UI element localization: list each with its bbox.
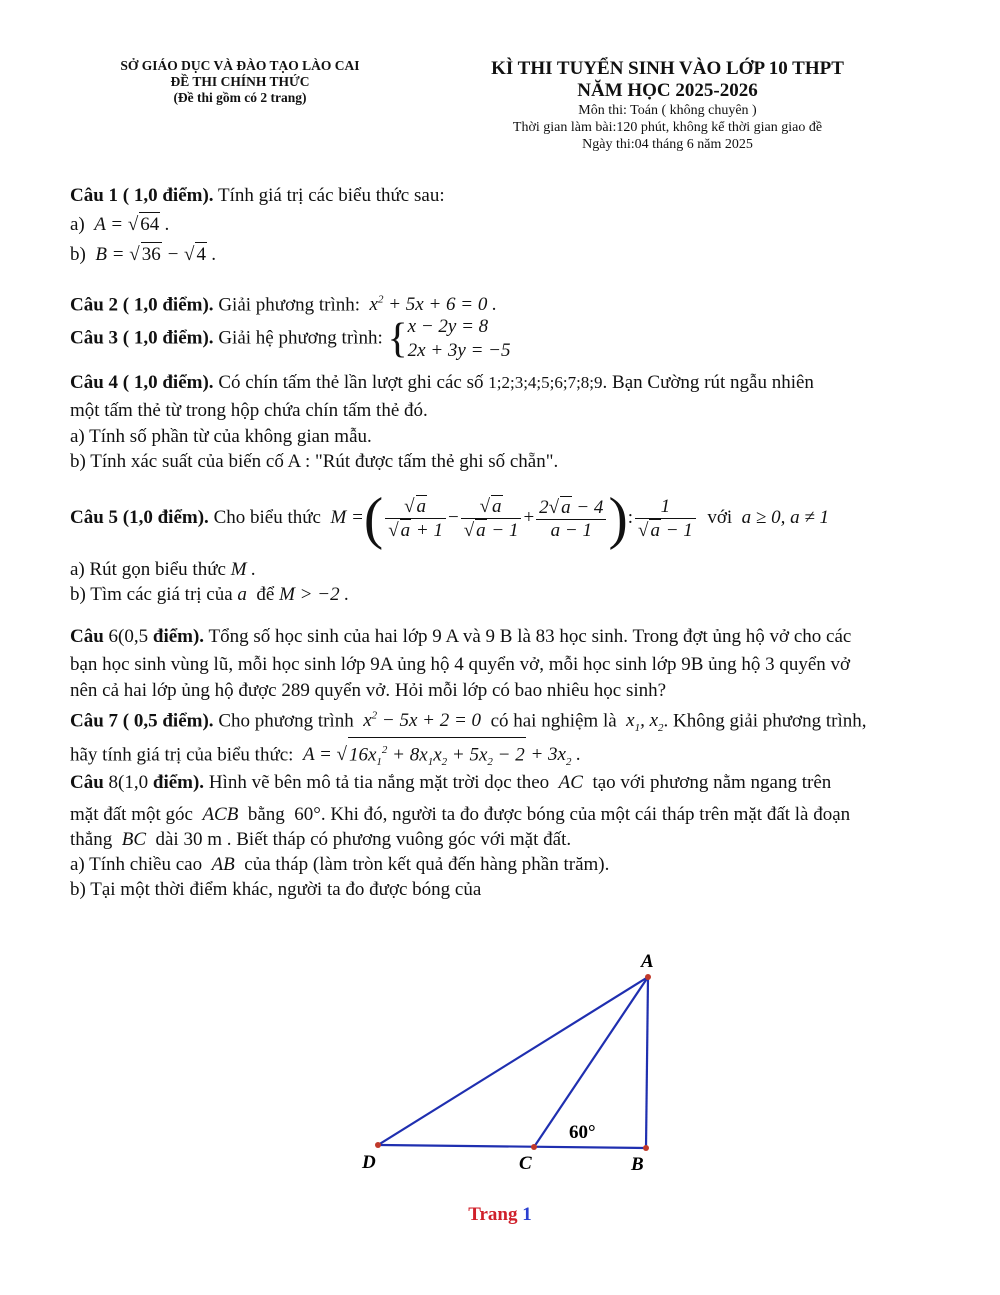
subject: Môn thi: Toán ( không chuyên ) <box>578 103 757 118</box>
line-DB <box>378 1145 646 1148</box>
q5-with: với <box>707 507 733 528</box>
department: SỞ GIÁO DỤC VÀ ĐÀO TẠO LÀO CAI <box>120 58 360 73</box>
q8-ab: AB <box>206 854 240 875</box>
q6-text1: Tổng số học sinh của hai lớp 9 A và 9 B là 83 học sinh. Trong đợt ủng hộ vở cho các <box>208 626 852 647</box>
q1a-formula: A = √ 64 . <box>89 214 170 235</box>
q5-expression: M = <box>325 507 364 528</box>
q8-text1b: tạo với phương nằm ngang trên <box>592 772 832 793</box>
q7-label: Câu 7 ( 0,5 điểm). <box>70 710 214 732</box>
q1b-formula: B = √ 36 − √ 4 . <box>90 244 217 265</box>
q2-label: Câu 2 ( 1,0 điểm). <box>70 294 214 316</box>
q8-label-pre: Câu <box>70 772 104 793</box>
q8-60: 60° <box>289 804 321 825</box>
q1-label: Câu 1 ( 1,0 điểm). <box>70 185 214 206</box>
label-D: D <box>362 1152 376 1173</box>
q4-label: Câu 4 ( 1,0 điểm). <box>70 372 214 393</box>
q5b-ineq: M > −2 . <box>274 584 350 605</box>
q8-text2a: mặt đất một góc <box>70 804 193 825</box>
q7-expression: A = √ $16x_1^2 + 8x_1x_2 + 5x_2 - 2 + 3x_2$ . <box>298 744 581 765</box>
q4-numbers: 1;2;3;4;5;6;7;8;9 <box>488 373 603 392</box>
angle-label: 60° <box>569 1122 596 1143</box>
point-A <box>645 974 651 980</box>
q3-system: x − 2y = 8 2x + 3y = −5 <box>407 316 511 361</box>
q8-ac: AC <box>553 772 588 793</box>
q5-text: Cho biểu thức <box>213 507 321 528</box>
q8-label-post: điểm). <box>152 772 205 793</box>
official-label: ĐỀ THI CHÍNH THỨC <box>170 74 310 89</box>
q5b-text: b) Tìm các giá trị của <box>70 584 233 605</box>
q8-acb: ACB <box>197 804 244 825</box>
q7-text3: . Không giải phương trình, <box>663 710 867 732</box>
point-B <box>643 1145 649 1151</box>
q5-line: Câu 5 (1,0 điểm). Cho biểu thức M =( $\frac{√ a}{√ a + 1}$ − $\frac{√ a}{√ a - 1}$ + $\frac{2√ a - 4}{a - 1}$ ): $\frac{1}{√ a - 1}$ với a ≥ 0, a ≠ 1 <box>70 485 829 551</box>
frac-2: $\frac{√ a}{√ a - 1}$ <box>461 495 522 542</box>
line-AB <box>646 977 648 1148</box>
q8-text3a: thẳng <box>70 829 113 850</box>
q5a-var: M . <box>225 559 257 580</box>
school-year: NĂM HỌC 2025-2026 <box>577 80 758 101</box>
duration: Thời gian làm bài:120 phút, không kể thời gian giao đề <box>512 120 823 135</box>
point-C <box>531 1144 537 1150</box>
q8-part-b: b) Tại một thời điểm khác, người ta đo được bóng của <box>70 879 482 900</box>
q4-part-b: b) Tính xác suất của biến cố A : "Rút được tấm thẻ ghi số chẵn". <box>70 451 559 472</box>
q4-part-a: a) Tính số phần từ của không gian mẫu. <box>70 426 372 447</box>
q8-text2b: bằng <box>247 804 285 825</box>
q3-text: Giải hệ phương trình: <box>218 327 383 349</box>
frac-1: $\frac{√ a}{√ a + 1}$ <box>385 495 446 542</box>
q6-line3: nên cả hai lớp ủng hộ được 289 quyển vở. Hỏi mỗi lớp có bao nhiêu học sinh? <box>70 680 667 701</box>
system-brace: { <box>387 316 408 362</box>
q5b-var: a <box>232 584 252 605</box>
frac-3: $\frac{2√ a - 4}{a - 1}$ <box>536 496 606 542</box>
q6-label-pre: Câu <box>70 626 104 647</box>
q7-equation: $x^2 - 5x + 2 = 0$ <box>358 710 486 732</box>
q1b-prefix: b) <box>70 244 86 265</box>
q1a-prefix: a) <box>70 214 85 235</box>
q8-bc: BC <box>116 829 151 850</box>
label-A: A <box>641 951 654 972</box>
q8-text1: Hình vẽ bên mô tả tia nắng mặt trời dọc theo <box>208 772 550 793</box>
q7-text2: có hai nghiệm là <box>490 710 617 732</box>
frac-4: $\frac{1}{√ a - 1}$ <box>635 496 696 542</box>
page-number: 1 <box>522 1204 532 1225</box>
q7-roots: $x_1$, $x_2$ <box>621 710 664 735</box>
exam-date: Ngày thi:04 tháng 6 năm 2025 <box>582 137 753 152</box>
q1-text: Tính giá trị các biểu thức sau: <box>217 185 445 206</box>
q6-label-post: điểm). <box>152 626 205 647</box>
page-footer <box>0 1204 1000 1226</box>
q2-equation: $x^2 + 5x + 6 = 0$ . <box>364 294 497 316</box>
q5a-text: a) Rút gọn biểu thức <box>70 559 226 580</box>
q5b-text2: để <box>256 584 275 605</box>
q4-text2: . Bạn Cường rút ngẫu nhiên <box>602 372 814 393</box>
q5-condition: a ≥ 0, a ≠ 1 <box>736 507 829 528</box>
q8-text2c: . Khi đó, người ta đo được bóng của một cái tháp trên mặt đất là đoạn <box>320 804 851 825</box>
left-paren: ( <box>363 485 384 551</box>
q2-text: Giải phương trình: <box>218 294 361 316</box>
exam-title: KÌ THI TUYỂN SINH VÀO LỚP 10 THPT <box>491 58 844 79</box>
label-C: C <box>519 1153 532 1174</box>
q7-text: Cho phương trình <box>218 710 354 732</box>
q8-label-num: 8(1,0 <box>108 772 149 793</box>
right-paren: ) <box>608 485 628 551</box>
page-word: Trang <box>468 1204 518 1225</box>
q6-label-num: 6(0,5 <box>108 626 149 647</box>
point-D <box>375 1142 381 1148</box>
line-DA <box>378 977 648 1145</box>
q4-text: Có chín tấm thẻ lần lượt ghi các số <box>218 372 484 393</box>
q8a-text2: của tháp (làm tròn kết quả đến hàng phần trăm). <box>244 854 610 875</box>
q7-text4: hãy tính giá trị của biểu thức: <box>70 744 294 766</box>
q6-line2: bạn học sinh vùng lũ, mỗi học sinh lớp 9A ủng hộ 4 quyển vở, mỗi học sinh lớp 9B ủng hộ 3 quyển vở <box>70 654 851 675</box>
label-B: B <box>631 1154 644 1175</box>
q3-label: Câu 3 ( 1,0 điểm). <box>70 327 214 349</box>
q4-line2: một tấm thẻ từ trong hộp chứa chín tấm thẻ đó. <box>70 400 428 421</box>
page-count: (Đề thi gồm có 2 trang) <box>173 90 307 105</box>
q8-text3b: dài 30 m . Biết tháp có phương vuông góc với mặt đất. <box>155 829 572 850</box>
q5-label: Câu 5 (1,0 điểm). <box>70 507 209 528</box>
q8a-text: a) Tính chiều cao <box>70 854 203 875</box>
